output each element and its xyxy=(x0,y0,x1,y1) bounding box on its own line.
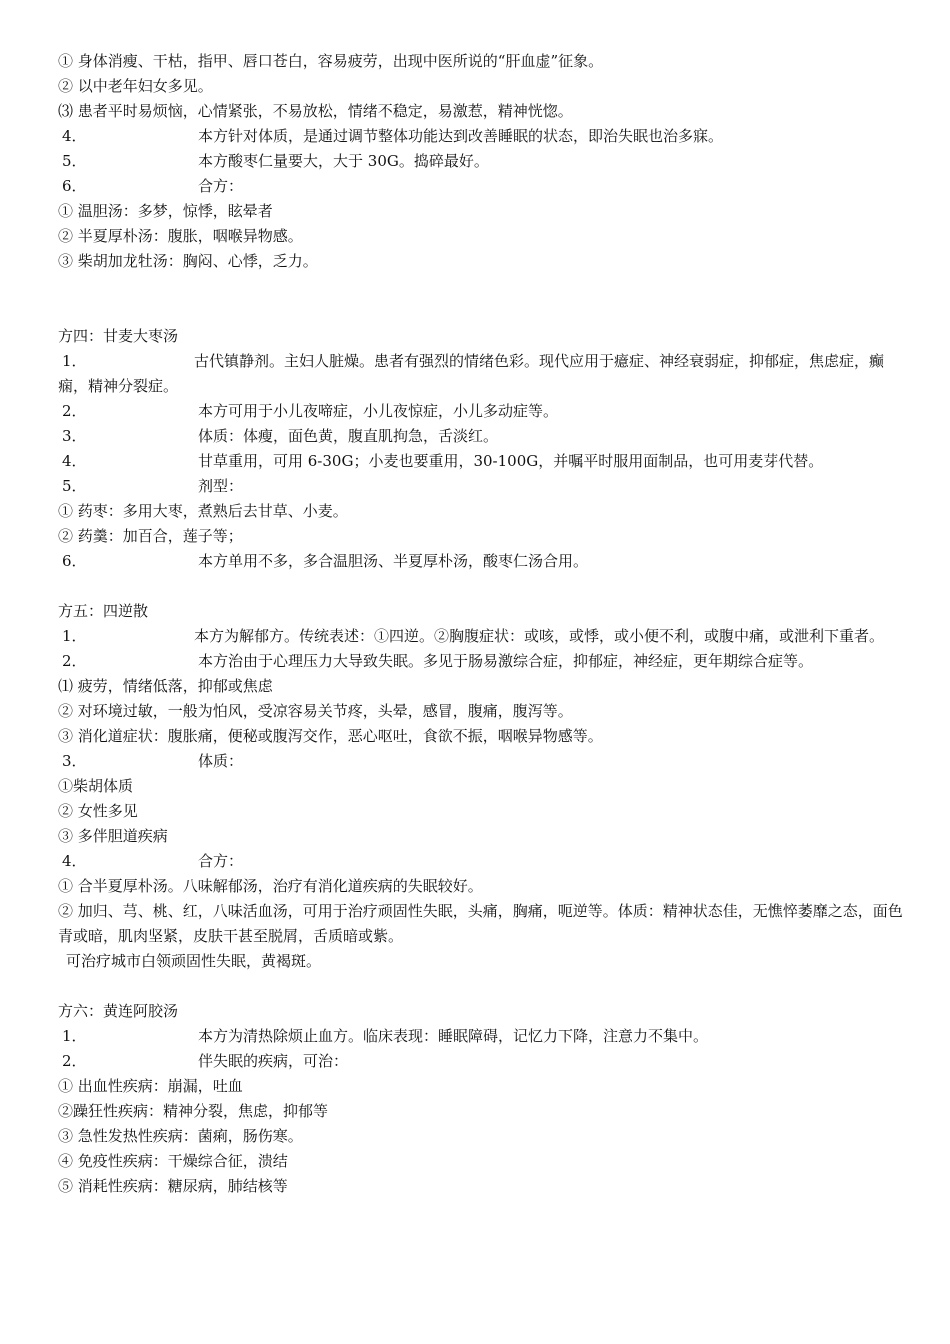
numbered-line xyxy=(58,1049,903,1074)
text-line: 可治疗城市白领顽固性失眠，黄褐斑。 xyxy=(66,952,322,970)
item-number: 4． xyxy=(62,127,87,145)
item-number: 4． xyxy=(62,852,87,870)
section-heading: 方六：黄连阿胶汤 xyxy=(58,1002,179,1020)
item-number: 2． xyxy=(62,1052,87,1070)
numbered-line xyxy=(58,649,903,674)
text-line: ① 合半夏厚朴汤。八味解郁汤，治疗有消化道疾病的失眠较好。 xyxy=(58,877,483,895)
item-text: 本方为清热除烦止血方。临床表现：睡眠障碍，记忆力下降，注意力不集中。 xyxy=(198,1027,709,1045)
document-body xyxy=(58,49,903,1199)
numbered-line xyxy=(58,174,903,199)
item-number: 5． xyxy=(62,477,87,495)
text-line: ①柴胡体质 xyxy=(58,777,134,795)
item-text: 本方可用于小儿夜啼症，小儿夜惊症，小儿多动症等。 xyxy=(198,402,559,420)
item-text: 本方单用不多，多合温胆汤、半夏厚朴汤，酸枣仁汤合用。 xyxy=(198,552,589,570)
item-text: 剂型： xyxy=(198,477,244,495)
text-line: ④ 免疫性疾病：干燥综合征，溃结 xyxy=(58,1152,288,1170)
item-number: 3． xyxy=(62,427,87,445)
text-line: ① 身体消瘦、干枯，指甲、唇口苍白，容易疲劳，出现中医所说的“肝血虚”征象。 xyxy=(58,52,604,70)
numbered-line xyxy=(58,124,903,149)
item-text: 合方： xyxy=(198,177,244,195)
text-line: ⑴ 疲劳，情绪低落，抑郁或焦虑 xyxy=(58,677,273,695)
section-heading: 方四：甘麦大枣汤 xyxy=(58,327,179,345)
item-number: 6． xyxy=(62,177,87,195)
text-line: ② 药羹：加百合，莲子等； xyxy=(58,527,243,545)
text-line: ② 女性多见 xyxy=(58,802,138,820)
item-number: 1． xyxy=(62,352,87,370)
item-number: 1． xyxy=(62,1027,87,1045)
item-text: 伴失眠的疾病，可治： xyxy=(198,1052,349,1070)
numbered-line xyxy=(58,849,903,874)
text-line: ⑤ 消耗性疾病：糖尿病，肺结核等 xyxy=(58,1177,288,1195)
item-number: 2． xyxy=(62,402,87,420)
numbered-line xyxy=(58,399,903,424)
numbered-line xyxy=(58,474,903,499)
text-line: ② 半夏厚朴汤：腹胀，咽喉异物感。 xyxy=(58,227,303,245)
numbered-line xyxy=(58,549,903,574)
item-number: 3． xyxy=(62,752,87,770)
item-text: 本方针对体质，是通过调节整体功能达到改善睡眠的状态，即治失眠也治多寐。 xyxy=(198,127,724,145)
text-line: ① 出血性疾病：崩漏，吐血 xyxy=(58,1077,243,1095)
text-line: ① 温胆汤：多梦，惊悸，眩晕者 xyxy=(58,202,273,220)
item-number: 6． xyxy=(62,552,87,570)
spacer xyxy=(58,274,903,324)
item-text: 甘草重用，可用 6-30G；小麦也要重用，30-100G，并嘱平时服用面制品，也可用麦芽代替。 xyxy=(198,452,824,470)
text-line: ③ 柴胡加龙牡汤：胸闷、心悸，乏力。 xyxy=(58,252,318,270)
text-line: ① 药枣：多用大枣，煮熟后去甘草、小麦。 xyxy=(58,502,348,520)
numbered-line xyxy=(58,349,903,399)
item-number: 5． xyxy=(62,152,87,170)
text-line: ② 加归、芎、桃、红，八味活血汤，可用于治疗顽固性失眠，头痛，胸痛，呃逆等。体质：精神状态佳，无憔悴萎靡之态，面色青或暗，肌肉坚紧，皮肤干甚至脱屑，舌质暗或紫。 xyxy=(58,902,903,945)
numbered-line xyxy=(58,749,903,774)
item-text: 本方为解郁方。传统表述：①四逆。②胸腹症状：或咳，或悸，或小便不利，或腹中痛，或泄利下重者。 xyxy=(194,627,885,645)
text-line: ② 对环境过敏，一般为怕风，受凉容易关节疼，头晕，感冒，腹痛，腹泻等。 xyxy=(58,702,573,720)
item-text: 古代镇静剂。主妇人脏燥。患者有强烈的情绪色彩。现代应用于癔症、神经衰弱症，抑郁症，焦虑症，癫痫，精神分裂症。 xyxy=(58,352,885,395)
item-number: 4． xyxy=(62,452,87,470)
section-heading: 方五：四逆散 xyxy=(58,602,149,620)
item-number: 1． xyxy=(62,627,87,645)
item-text: 本方治由于心理压力大导致失眠。多见于肠易激综合症，抑郁症，神经症，更年期综合症等。 xyxy=(198,652,814,670)
item-number: 2． xyxy=(62,652,87,670)
numbered-line xyxy=(58,1024,903,1049)
numbered-line xyxy=(58,149,903,174)
text-line: ②躁狂性疾病：精神分裂，焦虑，抑郁等 xyxy=(58,1102,329,1120)
item-text: 体质：体瘦，面色黄，腹直肌拘急，舌淡红。 xyxy=(198,427,499,445)
spacer xyxy=(58,974,903,999)
numbered-line xyxy=(58,424,903,449)
text-line: ③ 消化道症状：腹胀痛，便秘或腹泻交作，恶心呕吐，食欲不振，咽喉异物感等。 xyxy=(58,727,603,745)
text-line: ② 以中老年妇女多见。 xyxy=(58,77,213,95)
text-line: ③ 急性发热性疾病：菌痢，肠伤寒。 xyxy=(58,1127,303,1145)
spacer xyxy=(58,574,903,599)
numbered-line xyxy=(58,624,903,649)
item-text: 体质： xyxy=(198,752,244,770)
numbered-line xyxy=(58,449,903,474)
item-text: 合方： xyxy=(198,852,244,870)
text-line: ⑶ 患者平时易烦恼，心情紧张，不易放松，情绪不稳定，易激惹，精神恍惚。 xyxy=(58,102,573,120)
item-text: 本方酸枣仁量要大，大于 30G。捣碎最好。 xyxy=(198,152,489,170)
text-line: ③ 多伴胆道疾病 xyxy=(58,827,168,845)
